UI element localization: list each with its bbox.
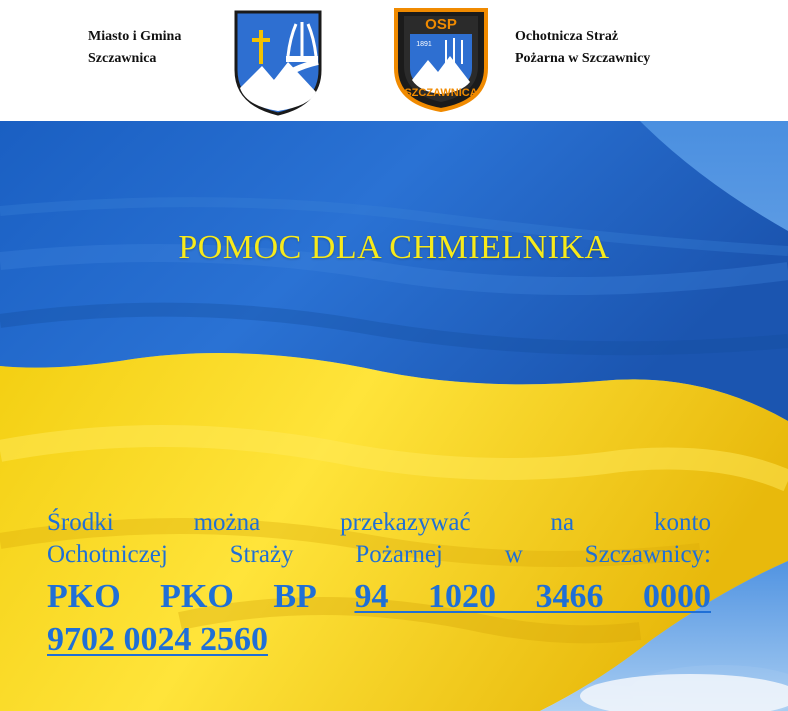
donation-info	[47, 507, 711, 661]
header	[0, 0, 788, 120]
fire-brigade-line2: Pożarna w Szczawnicy	[515, 51, 651, 66]
osp-badge-year-text: 1891	[416, 41, 432, 48]
osp-badge-bottom-text: SZCZAWNICA	[404, 87, 478, 99]
bank-account-line2	[47, 618, 711, 661]
account-number-part2-link[interactable]: 9702 0024 2560	[47, 621, 268, 658]
osp-badge-top-text: OSP	[425, 16, 457, 33]
info-line2: Ochotniczej Straży Pożarnej w Szczawnicy:	[47, 541, 711, 568]
osp-badge-icon	[388, 4, 494, 114]
account-number-part1-link[interactable]: 94 1020 3466 0000	[354, 578, 711, 615]
page-title: POMOC DLA CHMIELNIKA	[178, 229, 610, 266]
fire-brigade-name	[515, 26, 650, 70]
municipality-name	[88, 26, 181, 70]
szczawnica-coat-of-arms-icon	[232, 8, 324, 116]
info-line1: Środki można przekazywać na konto	[47, 509, 711, 536]
fire-brigade-line1: Ochotnicza Straż	[515, 29, 619, 44]
bank-account-line	[47, 575, 711, 618]
municipality-line1: Miasto i Gmina	[88, 29, 182, 44]
municipality-line2: Szczawnica	[88, 51, 157, 66]
bank-prefix: PKO PKO BP	[47, 578, 315, 615]
